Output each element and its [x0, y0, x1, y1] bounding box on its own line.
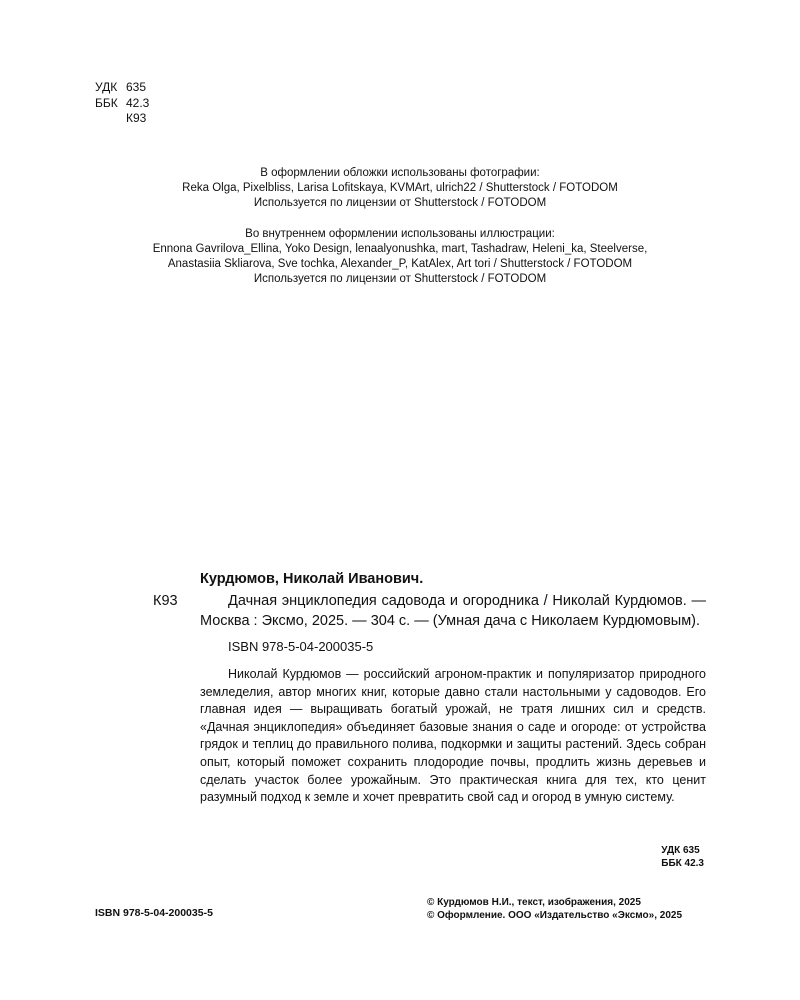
- copyright-publisher: © Оформление. ООО «Издательство «Эксмо», 2025: [427, 910, 683, 921]
- copyright-block: [427, 896, 682, 922]
- udk-label: УДК: [95, 80, 118, 94]
- cover-credits-heading: В оформлении обложки использованы фотографии:: [260, 167, 540, 179]
- inner-credits-names-1: Ennona Gavrilova_Ellina, Yoko Design, lenaalyonushka, mart, Tashadraw, Heleni_ka, Steelverse,: [152, 243, 648, 255]
- udk-index: [95, 80, 149, 96]
- author-sign-top: К93: [126, 111, 147, 125]
- author-heading: Курдюмов, Николай Иванович.: [200, 571, 424, 587]
- classification-indexes-top: [95, 80, 149, 127]
- inner-credits-heading: Во внутреннем оформлении использованы иллюстрации:: [245, 228, 555, 240]
- cover-credits-license: Используется по лицензии от Shutterstock / FOTODOM: [253, 197, 547, 209]
- inner-credits-names-2: Anastasiia Skliarova, Sve tochka, Alexander_P, KatAlex, Art tori / Shutterstock / FOTODOM: [167, 258, 633, 270]
- isbn-record: ISBN 978-5-04-200035-5: [228, 639, 374, 654]
- copyright-author: © Курдюмов Н.И., текст, изображения, 2025: [427, 897, 641, 908]
- bbk-label: ББК: [95, 95, 118, 110]
- classification-indexes-bottom: [661, 844, 704, 870]
- bibliographic-description: Дачная энциклопедия садовода и огородника / Николай Курдюмов. — Москва : Эксмо, 2025. — 304 с. — (Умная дача с Николаем Курдюмовым).: [200, 593, 706, 629]
- bbk-value: 42.3: [126, 95, 150, 110]
- udk-bottom: УДК 635: [661, 845, 700, 856]
- isbn-footer: ISBN 978-5-04-200035-5: [95, 907, 213, 919]
- bbk-index: [95, 96, 149, 112]
- author-sign: К93: [153, 593, 178, 609]
- bibliographic-record: [200, 570, 706, 807]
- annotation: Николай Курдюмов — российский агроном-практик и популяризатор природного земледелия, автор многих книг, которые давно стали настольными у садоводов. Его главная идея — выращивать богатый урожай, не тратя лишних сил и средств. «Дачная энциклопедия» объединяет базовые знания о саде и огороде: от устройства грядок и теплиц до правильного полива, подкормки и защиты растений. Здесь собран опыт, который поможет сохранить плодородие почвы, продлить жизнь деревьев и сделать участок более урожайным. Это практическая книга для тех, кто ценит разумный подход к земле и хочет превратить свой сад и огород в умную систему.: [200, 667, 706, 805]
- udk-value: 635: [126, 80, 147, 94]
- inner-illustration-credits: [100, 227, 700, 287]
- bbk-bottom: ББК 42.3: [661, 858, 704, 869]
- cover-credits-names: Reka Olga, Pixelbliss, Larisa Lofitskaya, KVMArt, ulrich22 / Shutterstock / FOTODOM: [182, 182, 618, 194]
- inner-credits-license: Используется по лицензии от Shutterstock / FOTODOM: [253, 273, 547, 285]
- cover-photo-credits: [100, 166, 700, 211]
